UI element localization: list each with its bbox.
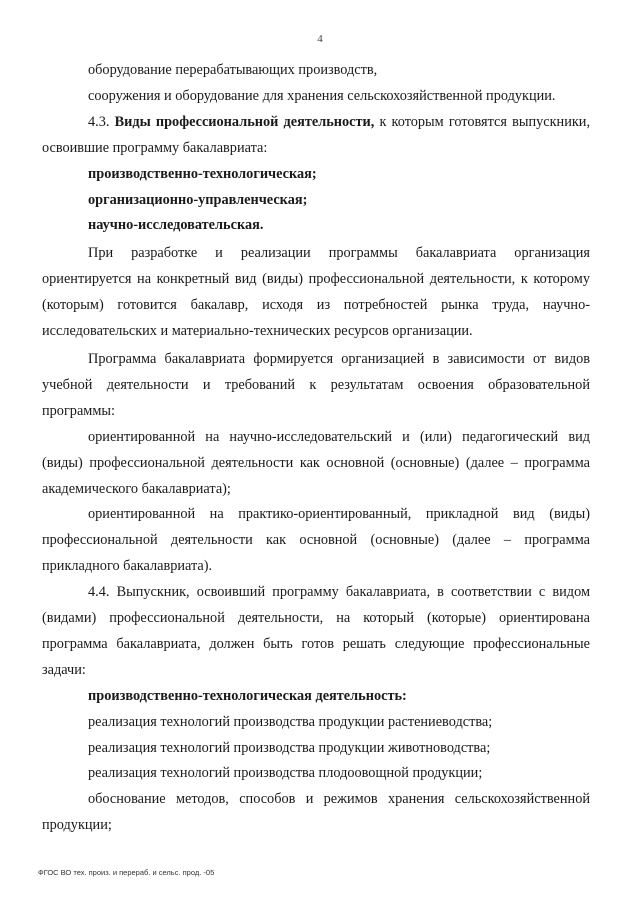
activity-type: производственно-технологическая; xyxy=(88,165,317,182)
task-item: реализация технологий производства продукции животноводства; xyxy=(88,739,491,756)
page-number: 4 xyxy=(317,33,323,45)
section-4-4: 4.4. Выпускник, освоивший программу бакалавриата, в соответствии с видом (видами) профессиональной деятельности, на который (которые) ориентирована программа бакалавриата, должен быть готов решать следующие профессиональные задачи: xyxy=(42,584,590,678)
paragraph: ориентированной на научно-исследовательский и (или) педагогический вид (виды) профессиональной деятельности как основной (основные) (далее – программа академического бакалавриата); xyxy=(42,428,590,497)
text-line: сооружения и оборудование для хранения сельскохозяйственной продукции. xyxy=(88,87,556,104)
activity-type: организационно-управленческая; xyxy=(88,191,308,208)
section-text: к которым готовятся выпускники, освоившие программу бакалавриата: xyxy=(42,113,591,156)
paragraph: При разработке и реализации программы бакалавриата организация ориентируется на конкретный вид (виды) профессиональной деятельности, к которому (которым) готовится бакалавр, исходя из потребностей рынка труда, научно-исследовательских и материально-технических ресурсов организации. xyxy=(42,245,590,340)
activity-type: научно-исследовательская. xyxy=(88,217,264,234)
section-4-3 xyxy=(42,110,590,162)
section-heading-bold: Виды профессиональной деятельности, xyxy=(114,113,375,130)
section-number: 4.3. xyxy=(88,113,110,130)
footer-code: ФГОС ВО тех. произ. и перераб. и сельс. прод. -05 xyxy=(38,868,215,877)
task-item: реализация технологий производства плодоовощной продукции; xyxy=(88,765,483,782)
paragraph: ориентированной на практико-ориентированный, прикладной вид (виды) профессиональной деятельности как основной (основные) (далее – программа прикладного бакалавриата). xyxy=(42,506,590,575)
task-item: реализация технологий производства продукции растениеводства; xyxy=(88,713,493,730)
task-item: обоснование методов, способов и режимов хранения сельскохозяйственной продукции; xyxy=(42,791,590,834)
document-body xyxy=(42,58,590,839)
paragraph: Программа бакалавриата формируется организацией в зависимости от видов учебной деятельности и требований к результатам освоения образовательной программы: xyxy=(42,350,590,419)
tasks-heading: производственно-технологическая деятельность: xyxy=(88,687,407,704)
text-line: оборудование перерабатывающих производств, xyxy=(88,62,378,78)
